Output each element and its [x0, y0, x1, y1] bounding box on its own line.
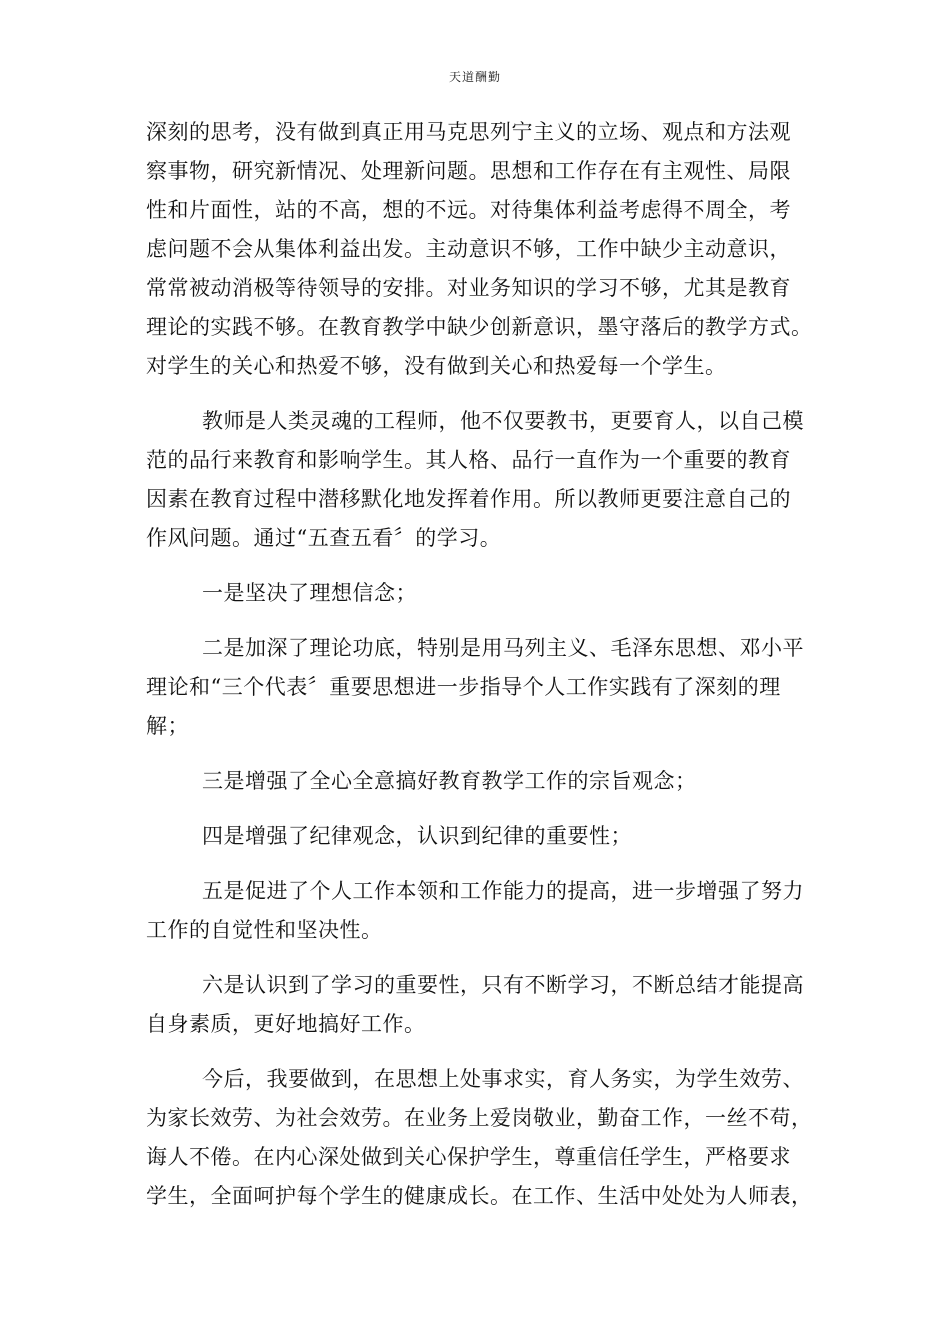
document-body: [146, 113, 813, 1216]
text-line: 因素在教育过程中潜移默化地发挥着作用。所以教师更要注意自己的: [146, 487, 791, 511]
paragraph: [146, 1060, 813, 1216]
text-line: 解；: [146, 714, 189, 738]
text-line: 诲人不倦。在内心深处做到关心保护学生，尊重信任学生，严格要求: [146, 1145, 791, 1169]
text-line: 自身素质，更好地搞好工作。: [146, 1012, 426, 1036]
text-line: 察事物，研究新情况、处理新问题。思想和工作存在有主观性、局限: [146, 159, 791, 183]
text-line: 深刻的思考，没有做到真正用马克思列宁主义的立场、观点和方法观: [146, 120, 791, 144]
text-line: 性和片面性，站的不高，想的不远。对待集体利益考虑得不周全，考: [146, 198, 791, 222]
text-line: 范的品行来教育和影响学生。其人格、品行一直作为一个重要的教育: [146, 448, 791, 472]
paragraph: [146, 574, 806, 613]
text-line: 理论和“三个代表〞重要思想进一步指导个人工作实践有了深刻的理: [146, 675, 781, 699]
text-line: 今后，我要做到，在思想上处事求实，育人务实，为学生效劳、: [202, 1067, 804, 1091]
text-line: 二是加深了理论功底，特别是用马列主义、毛泽东思想、邓小平: [202, 636, 804, 660]
text-line: 理论的实践不够。在教育教学中缺少创新意识，墨守落后的教学方式。: [146, 315, 813, 339]
text-line: 对学生的关心和热爱不够，没有做到关心和热爱每一个学生。: [146, 354, 727, 378]
text-line: 五是促进了个人工作本领和工作能力的提高，进一步增强了努力: [202, 879, 804, 903]
text-line: 为家长效劳、为社会效劳。在业务上爱岗敬业，勤奋工作，一丝不苟，: [146, 1106, 813, 1130]
text-line: 常常被动消极等待领导的安排。对业务知识的学习不够，尤其是教育: [146, 276, 791, 300]
text-line: 一是坚决了理想信念；: [202, 581, 417, 605]
paragraph: [146, 966, 806, 1044]
text-line: 教师是人类灵魂的工程师，他不仅要教书，更要育人，以自己模: [202, 409, 804, 433]
paragraph: [146, 113, 813, 386]
paragraph: [146, 872, 806, 950]
text-line: 工作的自觉性和坚决性。: [146, 918, 383, 942]
text-line: 三是增强了全心全意搞好教育教学工作的宗旨观念；: [202, 769, 697, 793]
page-header: 天道酬勤: [448, 70, 501, 84]
text-line: 六是认识到了学习的重要性，只有不断学习，不断总结才能提高: [202, 973, 804, 997]
text-line: 学生，全面呵护每个学生的健康成长。在工作、生活中处处为人师表，: [146, 1184, 813, 1208]
paragraph: [146, 629, 806, 746]
paragraph: [146, 817, 806, 856]
paragraph: [146, 402, 806, 558]
paragraph: [146, 762, 806, 801]
text-line: 虑问题不会从集体利益出发。主动意识不够，工作中缺少主动意识，: [146, 237, 791, 261]
text-line: 四是增强了纪律观念，认识到纪律的重要性；: [202, 824, 632, 848]
text-line: 作风问题。通过“五查五看〞的学习。: [146, 526, 502, 550]
